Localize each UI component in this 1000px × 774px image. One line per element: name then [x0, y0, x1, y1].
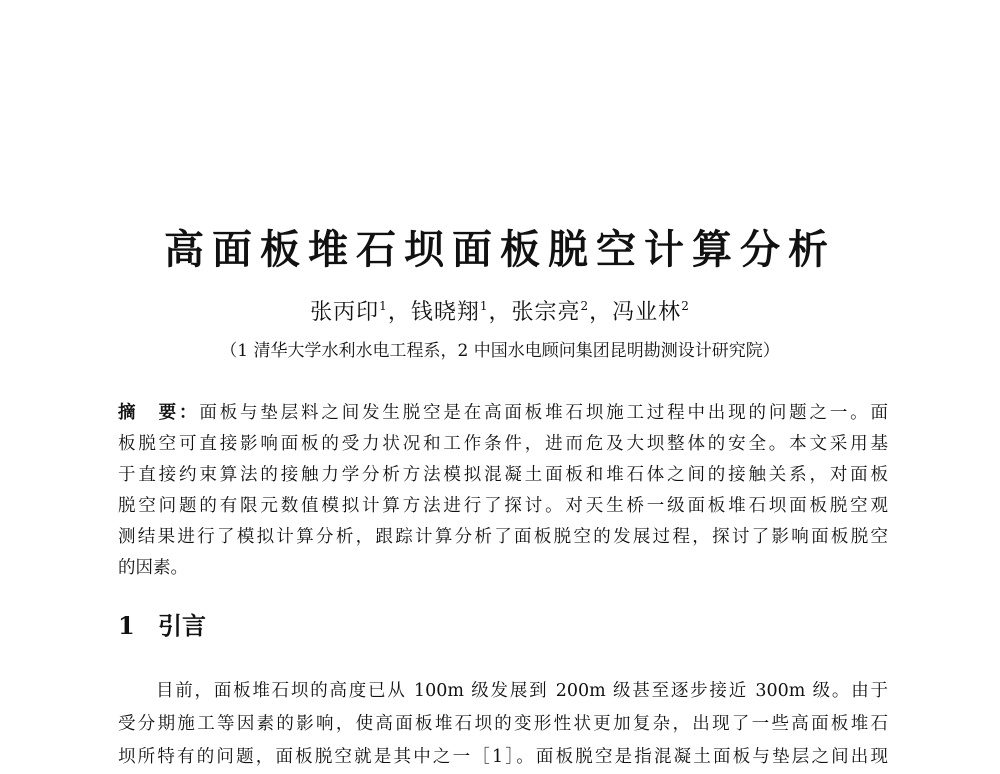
- abstract-line: 的因素。: [118, 558, 188, 578]
- abstract-line: 测结果进行了模拟计算分析，跟踪计算分析了面板脱空的发展过程，探讨了影响面板脱空: [118, 527, 888, 547]
- section-heading: [118, 608, 206, 644]
- author-separator: ，: [589, 300, 613, 325]
- author-affiliation-mark: 1: [379, 299, 388, 313]
- body-text: [118, 675, 888, 774]
- author-separator: ，: [488, 300, 512, 325]
- abstract-line: 板脱空可直接影响面板的受力状况和工作条件，进而危及大坝整体的安全。本文采用基: [118, 434, 888, 454]
- paper-title: 高面板堆石坝面板脱空计算分析: [164, 226, 836, 273]
- author-name: 张丙印: [310, 300, 380, 325]
- abstract-line: 脱空问题的有限元数值模拟计算方法进行了探讨。对天生桥一级面板堆石坝面板脱空观: [118, 496, 888, 516]
- author-affiliation-mark: 2: [580, 299, 590, 313]
- abstract-text: 面板与垫层料之间发生脱空是在高面板堆石坝施工过程中出现的问题之一。面: [199, 403, 889, 423]
- author-name: 钱晓翔: [410, 300, 480, 325]
- abstract-line: [118, 398, 888, 429]
- body-line: 目前，面板堆石坝的高度已从 100m 级发展到 200m 级甚至逐步接近 300m 级。由于: [156, 681, 888, 701]
- body-line: 受分期施工等因素的影响，使高面板堆石坝的变形性状更加复杂，出现了一些高面板堆石: [118, 714, 888, 734]
- affiliation-line: （1 清华大学水利水电工程系，2 中国水电顾问集团昆明勘测设计研究院）: [220, 341, 780, 361]
- body-line: 坝所特有的问题，面板脱空就是其中之一［1］。面板脱空是指混凝土面板与垫层之间出现: [118, 747, 888, 767]
- author-name: 冯业林: [612, 300, 682, 325]
- author-affiliation-mark: 1: [479, 299, 489, 313]
- section-number: 1: [118, 611, 135, 640]
- author-list: [0, 298, 1000, 328]
- author-separator: ，: [387, 300, 411, 325]
- abstract-line: 于直接约束算法的接触力学分析方法模拟混凝土面板和堆石体之间的接触关系，对面板: [118, 465, 888, 485]
- author-affiliation-mark: 2: [681, 299, 690, 313]
- abstract-block: [118, 398, 888, 584]
- section-title: 引言: [158, 611, 206, 640]
- abstract-label: 摘 要：: [118, 403, 200, 423]
- author-name: 张宗亮: [511, 300, 581, 325]
